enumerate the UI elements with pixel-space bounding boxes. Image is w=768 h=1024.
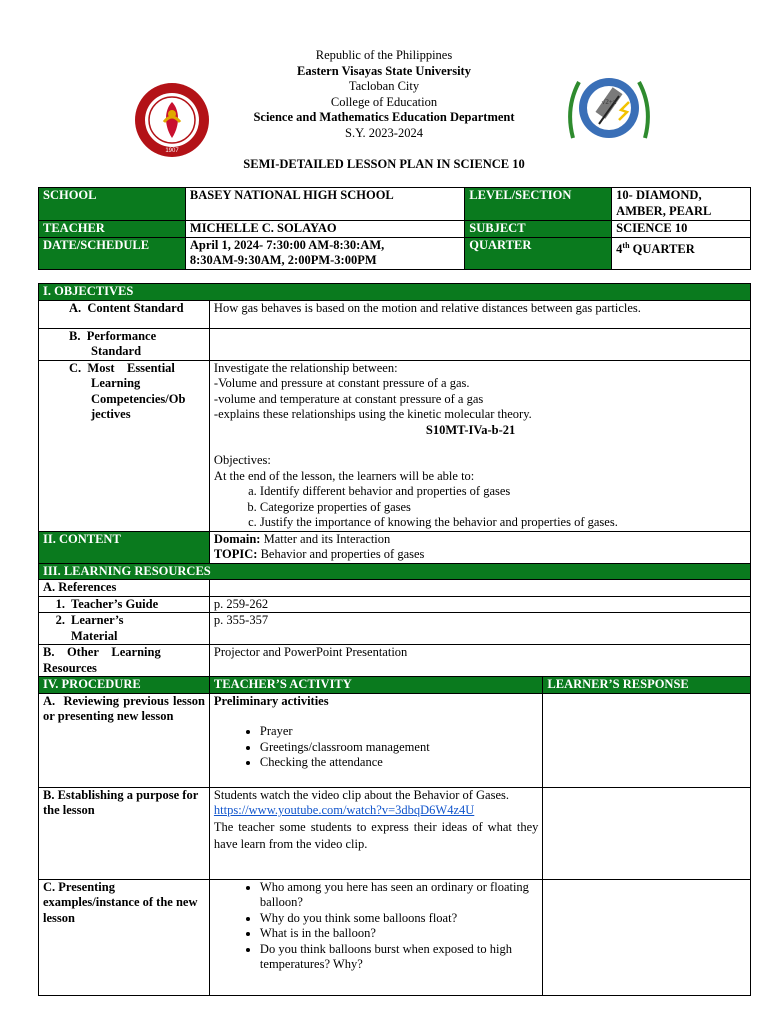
performance-label-line1: B. Performance (69, 328, 157, 343)
school-value: BASEY NATIONAL HIGH SCHOOL (185, 188, 464, 221)
teachers-guide-number: 1. (55, 596, 65, 611)
quarter-number: 4 (616, 241, 623, 256)
svg-text:√2+x: √2+x (601, 98, 617, 106)
college-of-education-seal-icon (563, 68, 655, 146)
references-label: A. References (39, 580, 210, 597)
learners-material-line2: Material (71, 628, 118, 643)
learners-material-number: 2. (55, 613, 65, 627)
other-resources-label (39, 645, 210, 677)
other-resources-value: Projector and PowerPoint Presentation (209, 645, 750, 677)
melc-label (39, 360, 210, 531)
domain-label: Domain: (213, 531, 261, 546)
quarter-value (612, 237, 751, 269)
header-department: Science and Mathematics Education Department (253, 110, 515, 124)
balloon-question: • What is in the balloon? (260, 926, 538, 942)
teacher-activity-heading: TEACHER’S ACTIVITY (209, 677, 542, 694)
school-label: SCHOOL (39, 188, 186, 221)
date-value-line2: 8:30AM-9:30AM, 2:00PM-3:00PM (189, 253, 377, 267)
quarter-text: QUARTER (629, 241, 695, 256)
level-label: LEVEL/SECTION (465, 188, 612, 221)
header-republic: Republic of the Philippines (315, 48, 453, 62)
melc-line1: -Volume and pressure at constant pressure of a gas. (213, 376, 470, 390)
subject-value: SCIENCE 10 (612, 221, 751, 238)
header-university: Eastern Visayas State University (297, 63, 471, 78)
procedure-heading: IV. PROCEDURE (39, 677, 210, 694)
other-resources-line2: Resources (43, 660, 97, 675)
domain-value: Matter and its Interaction (260, 531, 391, 546)
objective-item: b. Categorize properties of gases (260, 500, 746, 516)
preliminary-title: Preliminary activities (213, 693, 329, 708)
info-table (38, 187, 751, 270)
learners-material-value: p. 355-357 (209, 613, 750, 645)
objectives-intro: At the end of the lesson, the learners will be able to: (213, 468, 475, 483)
resources-heading: III. LEARNING RESOURCES (39, 563, 751, 580)
teacher-label: TEACHER (39, 221, 186, 238)
level-value: 10- DIAMOND, AMBER, PEARL (612, 188, 751, 221)
quarter-suffix: th (622, 240, 630, 250)
document-title: SEMI-DETAILED LESSON PLAN IN SCIENCE 10 (243, 157, 525, 171)
content-standard-value: How gas behaves is based on the motion and relative distances between gas particles. (209, 300, 750, 328)
objectives-heading: I. OBJECTIVES (39, 284, 751, 301)
melc-label-line1: C. Most Essential (69, 360, 175, 375)
procedure-b-response (543, 787, 751, 879)
preliminary-item: • Prayer (260, 724, 538, 740)
balloon-question: • Why do you think some balloons float? (260, 911, 538, 927)
learners-material-label (39, 613, 210, 645)
header-college: College of Education (330, 94, 438, 109)
svg-text:1907: 1907 (165, 148, 179, 154)
performance-label-line2: Standard (91, 344, 142, 358)
procedure-b-activity (209, 787, 542, 879)
video-followup: The teacher some students to express their ideas of what they have learn from the video clip. (213, 819, 539, 851)
subject-label: SUBJECT (465, 221, 612, 238)
melc-label-line3: Competencies/Ob (91, 391, 186, 406)
date-label: DATE/SCHEDULE (39, 237, 186, 269)
content-value (209, 531, 750, 563)
procedure-c-activity (209, 879, 542, 995)
preliminary-item: • Greetings/classroom management (260, 740, 538, 756)
learners-material-line1: Learner’s (71, 613, 124, 627)
performance-standard-value (209, 328, 750, 360)
procedure-a-label: A. Reviewing previous lesson or presenting new lesson (39, 693, 210, 787)
melc-line2: -volume and temperature at constant pressure of a gas (213, 391, 484, 406)
objective-item: c. Justify the importance of knowing the behavior and properties of gases. (260, 515, 746, 531)
references-value (209, 580, 750, 597)
video-instruction: Students watch the video clip about the Behavior of Gases. (213, 787, 509, 802)
melc-value (209, 360, 750, 531)
preliminary-item: • Checking the attendance (260, 755, 538, 771)
balloon-question: • Do you think balloons burst when exposed to high temperatures? Why? (260, 942, 538, 973)
procedure-c-label: C. Presenting examples/instance of the new lesson (39, 879, 210, 995)
teachers-guide-text: Teacher’s Guide (71, 596, 159, 611)
topic-value: Behavior and properties of gases (257, 547, 425, 561)
topic-label: TOPIC: (213, 547, 258, 561)
lesson-plan-table (38, 283, 751, 996)
melc-label-line2: Learning (91, 376, 141, 390)
learner-response-heading: LEARNER’S RESPONSE (543, 677, 751, 694)
performance-standard-label (39, 328, 210, 360)
procedure-a-activity (209, 693, 542, 787)
teachers-guide-label (39, 596, 210, 613)
content-heading: II. CONTENT (39, 531, 210, 563)
header-city: Tacloban City (348, 79, 420, 93)
content-standard-label: A. Content Standard (39, 300, 210, 328)
other-resources-line1: B. Other Learning (43, 645, 161, 659)
date-value-line1: April 1, 2024- 7:30:00 AM-8:30:AM, (189, 237, 385, 252)
preliminary-list (214, 724, 538, 771)
teacher-value: MICHELLE C. SOLAYAO (185, 221, 464, 238)
procedure-a-response (543, 693, 751, 787)
header-school-year: S.Y. 2023-2024 (345, 125, 423, 140)
objectives-list (214, 484, 746, 531)
teachers-guide-value: p. 259-262 (209, 596, 750, 613)
objectives-label: Objectives: (213, 453, 271, 467)
procedure-c-response (543, 879, 751, 995)
melc-code: S10MT-IVa-b-21 (425, 422, 516, 437)
date-value (185, 237, 464, 269)
video-link[interactable]: https://www.youtube.com/watch?v=3dbqD6W4z4U (213, 803, 475, 817)
melc-intro: Investigate the relationship between: (213, 360, 398, 375)
procedure-b-label: B. Establishing a purpose for the lesson (39, 787, 210, 879)
melc-label-line4: jectives (91, 407, 131, 421)
balloon-question: • Who among you here has seen an ordinary or floating balloon? (260, 880, 538, 911)
melc-line3: -explains these relationships using the kinetic molecular theory. (213, 407, 532, 421)
objective-item: a. Identify different behavior and properties of gases (260, 484, 746, 500)
balloon-questions-list (214, 880, 538, 973)
quarter-label: QUARTER (465, 237, 612, 269)
